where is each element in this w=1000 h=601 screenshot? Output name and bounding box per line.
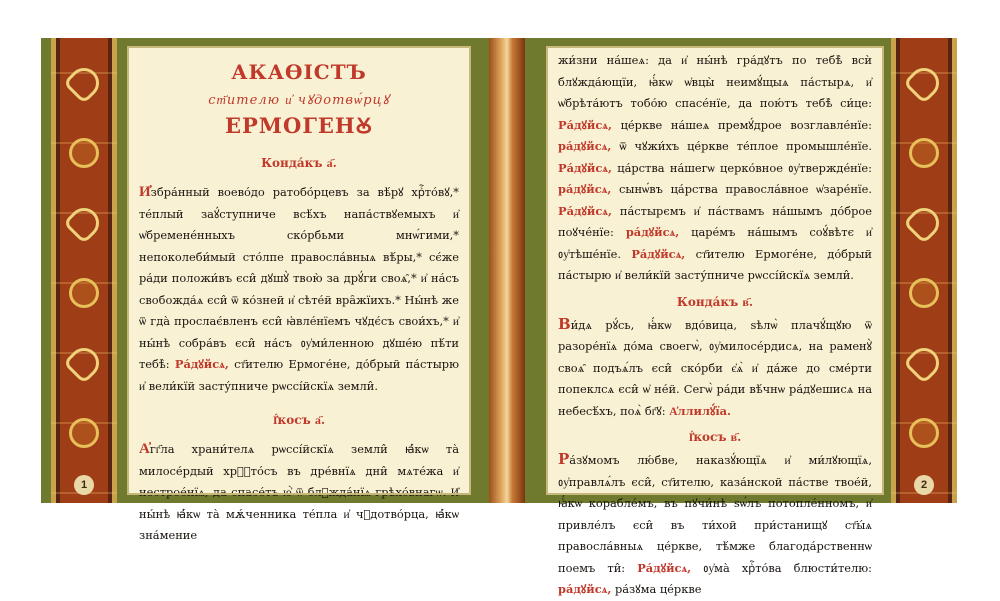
- book-spine: [489, 38, 525, 503]
- ornament-icon: [63, 412, 105, 454]
- kondak-1-heading: Конда́къ а҃.: [261, 156, 337, 170]
- page-number-left: 1: [74, 475, 94, 495]
- ornament-icon: [903, 62, 945, 104]
- left-page: [127, 46, 471, 542]
- book-spread: [41, 38, 957, 596]
- right-ornament-border: [891, 38, 957, 503]
- page-number-right: 2: [914, 475, 934, 495]
- akathist-title: АКАѲІСТЪ: [231, 60, 367, 84]
- ornament-icon: [63, 202, 105, 244]
- ikos-1-text: А҆гг҃ла храни́телѧ рѡссі́йскїѧ земли̂ ꙗ҆́кѡ та̀ милосе́рдый хрⷭ҇то́съ въ дре́внїѧ дни̂ мѧте́жа и҆ нестрое́нїѧ, да спасе́тъ ю҆̀ ѿ блꙋжда́нїѧ грѣхо́внагѡ. И҆ ны́нѣ ꙗ҆́кѡ та̀ мѫ́ченника те́пла и҆ чꙋдотво́рца, ꙗ҆́кѡ зна́мение: [139, 439, 459, 542]
- ornament-icon: [63, 132, 105, 174]
- ornament-icon: [903, 412, 945, 454]
- ornament-icon: [63, 342, 105, 384]
- ikos-1-heading: І҆́косъ а҃.: [272, 413, 326, 427]
- saint-name: ЕРМОГЕНꙊ: [225, 113, 373, 138]
- ikos-2-heading: І҆́косъ в҃.: [688, 430, 742, 444]
- kondak-1-text: И҆збра́нный воево́до ратобо́рцевъ за вѣ́рꙋ хрⷭ҇то́вꙋ,* те́плый заꙋ́ступниче всѣ́хъ напа́ствꙋемыхъ и҆ ѡ҆бремене́нныхъ ско́рбьми мнѡ́гими,* непоколеби́мый сто́лпе правосла́вныѧ вѣ́ры,* сє́же ра́ди положи́въ єси̂ дꙋшꙋ̀ твою̀ за дрꙋ́ги своѧ̑,* и҆ на́съ свобожда́ѧ єси̂ ѿ ко́зней и҆ сѣте́й вра̑жїихъ.* Ны́нѣ же ѿ гда̀ прослає́вленъ єси̂ ꙗ҆вле́нїемъ чꙋдє́съ свои́хъ,* и҆ ны́нѣ собра́въ єси̂ на́съ ᲂу҆ми́ленною дꙋше́ю пѣ́ти тебѣ̀: Ра́дꙋйсѧ, ст҃ителю Ермоге́не, до́брый па́стырю и҆ вели́кїй засту́пниче рѡссі́йскїѧ земли̂.: [139, 182, 460, 393]
- ikos-1-continuation: жи́зни на́шеѧ: да и҆ ны́нѣ гра́дꙋтъ по тебѣ̀ всѝ блꙋжда́ющїи, ꙗ҆́кѡ ѡ҆вцы̀ неимꙋ́щыѧ па́стырѧ, и҆ ѡ҆брѣта́ютъ тобо́ю спасе́нїе, да пою́тъ тебѣ̀ си́це: Ра́дꙋйсѧ, це́ркве на́шеѧ премꙋ́дрое возглавле́нїе: ра́дꙋйсѧ, ѿ чꙋжи́хъ це́ркве те́плое промышле́нїе. Ра́дꙋйсѧ, ца́рства на́шегѡ церко́вное ᲂу҆твержде́нїе: ра́дꙋйсѧ, сынѡ́въ ца́рства правосла́вное ѡ҆заре́нїе. Ра́дꙋйсѧ, па́стырємъ и҆ па́ствамъ на́шымъ до́брое поꙋче́нїе: ра́дꙋйсѧ, царе́мъ на́шымъ соꙋ́вѣтє и҆ ᲂу҆тѣше́нїе. Ра́дꙋйсѧ, ст҃ителю Ермоге́не, до́брый па́стырю и҆ вели́кїй засту́пниче рѡссі́йскїѧ земли̂.: [558, 53, 873, 282]
- kondak-2-heading: Конда́къ в҃.: [676, 294, 754, 309]
- ornament-icon: [63, 272, 105, 314]
- ornament-icon: [903, 342, 945, 384]
- kondak-2-text: Ви́дѧ рꙋ́сь, ꙗ҆́кѡ вдо́вица, ѕѣлѡ̀ плачꙋ́щꙋю ѿ разоре́нїѧ до́ма своегѡ̀, ᲂу҆милосе́рдисѧ, на раменꙋ̀ своѧ̑ подъѧ́лъ єси̂ ско́рби є҆ѧ̀ и҆ да́же до сме́рти попеклсѧ єси̂ ѡ҆ не́й. Сегѡ̀ ра́ди вѣ́чнѡ ра́дꙋешисѧ на небесѣ́хъ, поѧ̀ бг҃ꙋ: А҆ллилꙋ́їа.: [558, 314, 872, 418]
- ikos-2-text: Ра́зꙋмомъ лю́бве, наказꙋ́ющїѧ и҆ ми́лꙋющїѧ, ᲂу҆правлѧ́лъ єси̂, ст҃ителю, каза́нской па́стве твое́й, ꙗ҆́кѡ корабле́мъ, въ пꙋчи́нѣ ѕѡ́лъ потопле́нномъ, и҆ привле́лъ єси̂ въ ти́хой при́станищꙋ ст҃ы́ѧ правосла́вныѧ це́ркве, тѣ́мже благода́рственнѡ поемъ ти̂: Ра́дꙋйсѧ, ᲂу҆ма̀ хрⷭ҇то́ва блюсти́телю: ра́дꙋйсѧ, ра́зꙋма це́ркве: [558, 450, 872, 596]
- left-ornament-border: [51, 38, 117, 503]
- ornament-icon: [903, 132, 945, 174]
- ornament-icon: [63, 62, 105, 104]
- right-page: [546, 46, 884, 596]
- ornament-icon: [903, 272, 945, 314]
- akathist-subtitle: ст҃ителю и҆ чꙋдотвѡ́рцꙋ: [208, 93, 390, 108]
- ornament-icon: [903, 202, 945, 244]
